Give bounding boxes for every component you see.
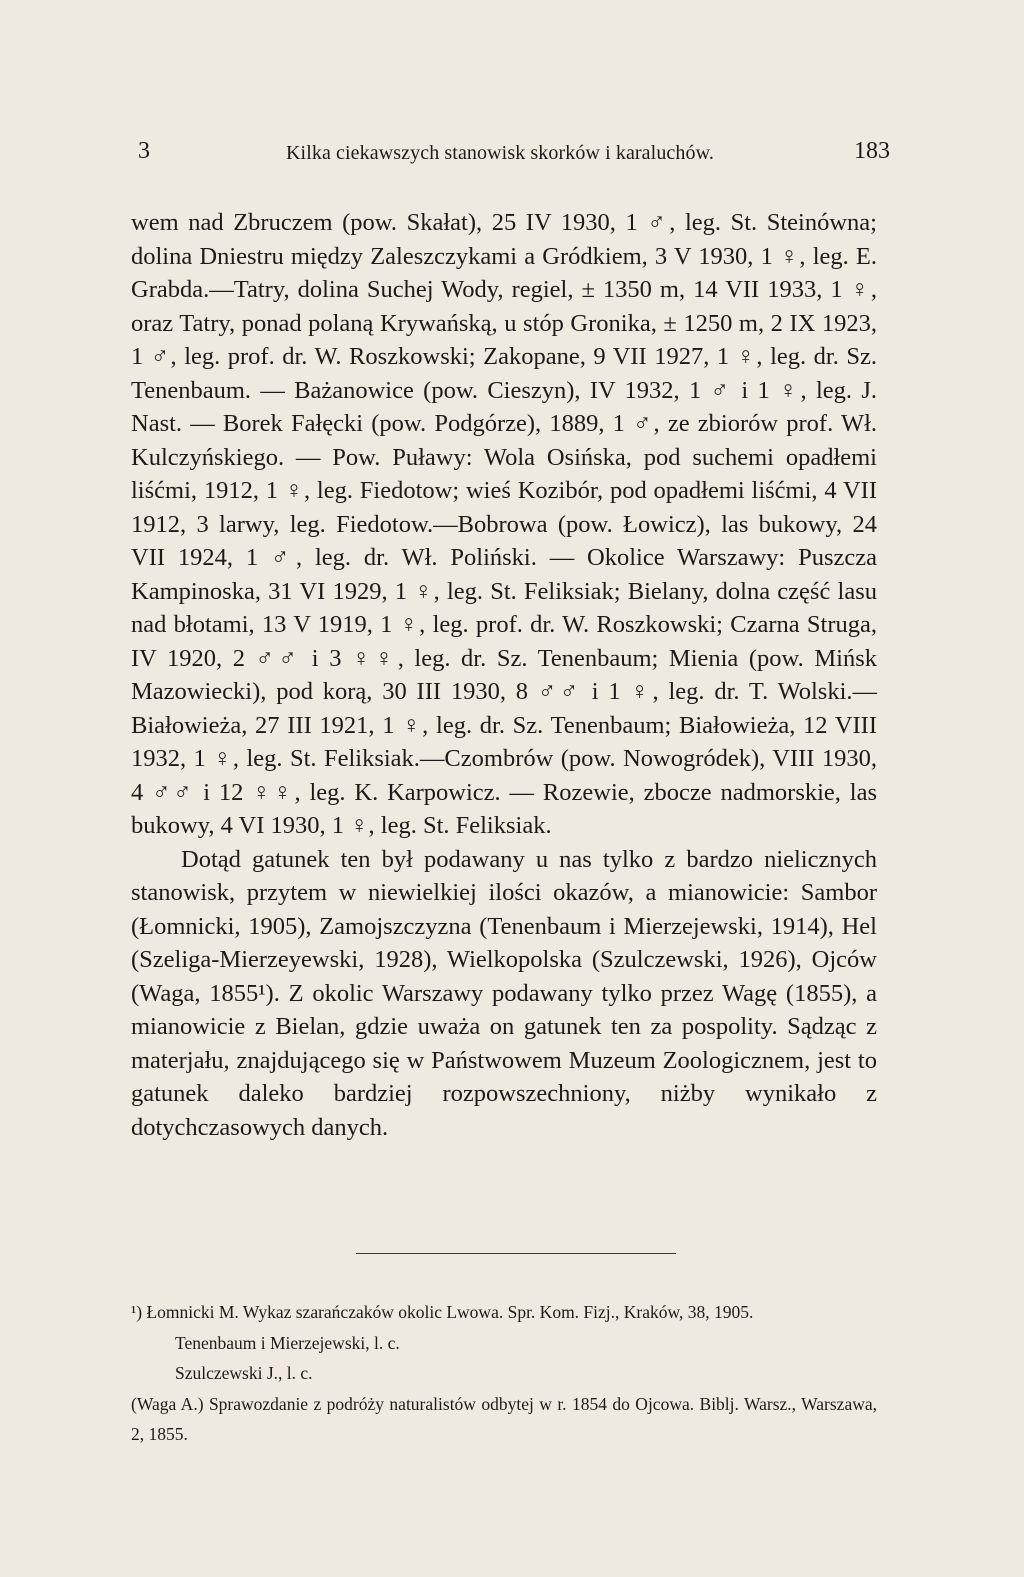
page-number: 183 xyxy=(854,138,890,164)
footnotes xyxy=(131,1297,877,1450)
paragraph-localities: wem nad Zbruczem (pow. Skałat), 25 IV 1930, 1 ♂, leg. St. Steinówna; dolina Dniestru między Zaleszczykami a Gródkiem, 3 V 1930, 1 ♀, leg. E. Grabda.—Tatry, dolina Suchej Wody, regiel, ± 1350 m, 14 VII 1933, 1 ♀, oraz Tatry, ponad polaną Krywańską, u stóp Gronika, ± 1250 m, 2 IX 1923, 1 ♂, leg. prof. dr. W. Roszkowski; Zakopane, 9 VII 1927, 1 ♀, leg. dr. Sz. Tenenbaum. — Bażanowice (pow. Cieszyn), IV 1932, 1 ♂ i 1 ♀, leg. J. Nast. — Borek Fałęcki (pow. Podgórze), 1889, 1 ♂, ze zbiorów prof. Wł. Kulczyńskiego. — Pow. Puławy: Wola Osińska, pod suchemi opadłemi liśćmi, 1912, 1 ♀, leg. Fiedotow; wieś Kozibór, pod opadłemi liśćmi, 4 VII 1912, 3 larwy, leg. Fiedotow.—Bobrowa (pow. Łowicz), las bukowy, 24 VII 1924, 1 ♂, leg. dr. Wł. Poliński. — Okolice Warszawy: Puszcza Kampinoska, 31 VI 1929, 1 ♀, leg. St. Feliksiak; Bielany, dolna część lasu nad błotami, 13 V 1919, 1 ♀, leg. prof. dr. W. Roszkowski; Czarna Struga, IV 1920, 2 ♂♂ i 3 ♀♀, leg. dr. Sz. Tenenbaum; Mienia (pow. Mińsk Mazowiecki), pod korą, 30 III 1930, 8 ♂♂ i 1 ♀, leg. dr. T. Wolski.—Białowieża, 27 III 1921, 1 ♀, leg. dr. Sz. Tenenbaum; Białowieża, 12 VIII 1932, 1 ♀, leg. St. Feliksiak.—Czombrów (pow. Nowogródek), VIII 1930, 4 ♂♂ i 12 ♀♀, leg. K. Karpowicz. — Rozewie, zbocze nadmorskie, las bukowy, 4 VI 1930, 1 ♀, leg. St. Feliksiak. xyxy=(131,209,877,839)
paragraph-discussion: Dotąd gatunek ten był podawany u nas tylko z bardzo nielicznych stanowisk, przytem w niewielkiej ilości okazów, a mianowicie: Sambor (Łomnicki, 1905), Zamojszczyzna (Tenenbaum i Mierzejewski, 1914), Hel (Szeliga-Mierzeyewski, 1928), Wielkopolska (Szulczewski, 1926), Ojców (Waga, 1855¹). Z okolic Warszawy podawany tylko przez Wagę (1855), a mianowicie z Bielan, gdzie uważa on gatunek ten za pospolity. Sądząc z materjału, znajdującego się w Państwowem Muzeum Zoologicznem, jest to gatunek daleko bardziej rozpowszechniony, niżby wynikało z dotychczasowych danych. xyxy=(131,845,877,1141)
footnote-separator xyxy=(356,1253,676,1254)
footnote-reference: Szulczewski J., l. c. xyxy=(175,1363,313,1383)
footnote-1: ¹) Łomnicki M. Wykaz szarańczaków okolic Lwowa. Spr. Kom. Fizj., Kraków, 38, 1905. xyxy=(131,1302,754,1322)
running-title: Kilka ciekawszych stanowisk skorków i karaluchów. xyxy=(286,142,714,164)
running-header xyxy=(138,138,890,172)
main-text xyxy=(131,206,877,1144)
footnote-reference: Tenenbaum i Mierzejewski, l. c. xyxy=(175,1332,400,1353)
section-number: 3 xyxy=(138,138,150,164)
footnote-reference: (Waga A.) Sprawozdanie z podróży naturalistów odbytej w r. 1854 do Ojcowa. Biblj. Warsz., Warszawa, 2, 1855. xyxy=(131,1393,877,1444)
